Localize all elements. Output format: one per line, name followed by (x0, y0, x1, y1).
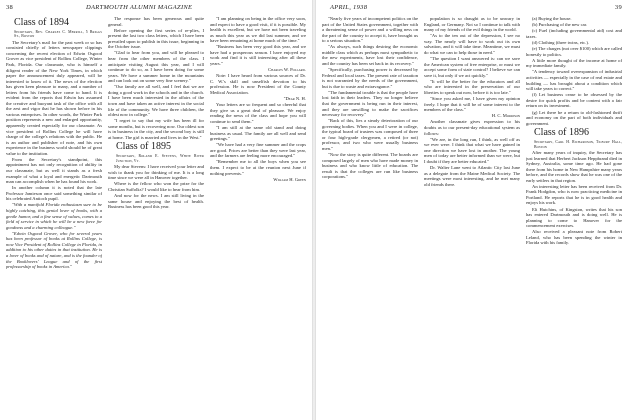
signature: Charles W. Pollard. (268, 67, 306, 73)
paragraph: Where is the fellow who won the prize for the Christian Suffolks? I would like to hear from him. (108, 181, 204, 192)
paragraph: After many years of inquiry, the Secretary has just learned that Herbert Jackson Heppbrand died in Sydney, Australia, some time ago. He had gone there from his home in New Hampshire many years before, and the records show that he was one of the early settlers in that region. (526, 149, 622, 183)
paragraph: "It will be the better for the educators and all who are interested in the preservation of our liberties to speak out now, before it is too late." (424, 78, 520, 95)
right-col-1 (322, 16, 418, 416)
paragraph: An interesting letter has been received from Dr. Frank Hodgdon, who is now practicing medicine in Portland. He reports that he is in good health and enjoys his work. (526, 183, 622, 206)
right-col-3 (526, 16, 622, 416)
left-col-1 (6, 16, 102, 416)
paragraph: The Secretary's mail for the past week or so has consisted chiefly of letters newspaper clippings concerning the recent election of Edwin Osgood Grover as vice president of Rollins College, Winter Park, Florida. Our classmate, who is himself a diligent reader of the New York Times, in which paper the announcement duly appeared, will be interested to know of it. The news of the election has given keen pleasure to many, and a number of letters from his friends have come to hand. It is evident from the reports that Edwin has assumed the creative and buoyant task of the office with all the zest and vigor that he has shown before in his various enterprises. In other words, the Winter Park position represents a new and enlarged opportunity, apparently created especially for our classmate. As vice president of Rollins College he will have charge of the college's relations with the public. He is an author and publisher of note, and his own experience in the business world should be of great value to the institution. (6, 39, 102, 156)
paragraph: Dr. Walter Lane went to Atlantic City last June as a delegate from the Maine Medical Society. The meetings were most interesting, and he met many old friends there. (424, 164, 520, 187)
paragraph: "Remember me to all the boys when you see them. I expect to be at the reunion next June if nothing prevents." (210, 159, 306, 176)
signature: William H. Green (273, 176, 306, 182)
paragraph: "As always, such things desiring the economic middle class which as perhaps most sympathetic to the new experiments, have lost their confidence, and the country has been set back in its recovery." (322, 44, 418, 66)
paragraph: "A tendency toward overexpansion of industrial activities — especially in the case of real estate and building — has brought about a condition which will take years to correct." (526, 69, 622, 92)
paragraph: "Specifically, purchasing power is decreased by Federal and local taxes. The present rate of taxation is not warranted by the needs of the government, but is due to waste and extravagance." (322, 67, 418, 89)
paragraph: Before opening the first series of re-plies, I present the last two class letters, which I have been prevailed upon to publish in this issue, beginning in the October issue. (108, 27, 204, 50)
paragraph: Note: I have heard from various sources of Dr. C. W.'s skill and unselfish devotion to his profession. He is now President of the County Medical Association. (210, 73, 306, 95)
paragraph: "Our family are all well, and I feel that we are doing a good work in the schools and in the church. I have been much interested in the affairs of the town and have taken an active interest in the social life of the community. We have three children, the oldest now in college." (108, 84, 204, 118)
paragraph: A little more thought of the income at home of my immediate family. (526, 57, 622, 69)
class-1896-heading: Class of 1896 (534, 127, 589, 139)
quoted-paragraph: "Edwin Osgood Grover, who for several years has been professor of books at Rollins College, is now Vice President of Rollins College in Florida, in addition to his other duties in that institution. He is a lover of books and of nature, and is the founder of the Booklovers' League and of the first professorship of books in America." (6, 230, 102, 270)
left-col-3 (210, 16, 306, 416)
left-running-title: DARTMOUTH ALUMNI MAGAZINE (86, 4, 193, 11)
paragraph: "Back of this, lies a steady deterioration of our governing bodies. When you and I were in college, the typical board of trustees was composed of three or four high-grade clergymen, a retired (or not) professor, and two who were usually business men." (322, 118, 418, 151)
paragraph: "I am planning on being in the office very soon, and expect to have a good visit, if it is possible. My health is excellent, but we have not been traveling as much this year as we did last summer, and we have been remaining at home much of the time." (210, 16, 306, 44)
paragraph: "We are, in the long run, I think, as well off as we ever were. I think that what we have gained in one direction we have lost in another. The young men of today are better informed than we were, but I doubt if they are better educated." (424, 136, 520, 164)
right-columns (322, 16, 622, 416)
paragraph: "The fundamental trouble is that the people have lost faith in their leaders. They no longer believe that the government is being run in their interest, and they are unwilling to make the sacrifices necessary for recovery." (322, 89, 418, 118)
paragraph: My dear Stevens: I have received your letter and wish to thank you for thinking of me. It is a long time since we were all in Hanover together. (108, 164, 204, 181)
paragraph: From the Secretary's standpoint, this appointment has not only recognition of ability in our classmate, but as well it stands as a fresh example of what a loyal and energetic Dartmouth man can accomplish when he has found his work. (6, 156, 102, 185)
class-1894-secretary: Secretary, Rev. Charles C. Merrill, 5 Briggs St., Boston (14, 30, 102, 39)
right-page-header (322, 4, 622, 14)
list-item: (f) Let business cease to be obsessed by the desire for quick profits and be content with a fair return on its investment. (526, 92, 622, 109)
quoted-paragraph: "With a manifold Florida enthusiasm sure to be highly catching, this genial lover of books, with a gentle humor, and a fine sense of values, comes to a field of service in which he will be a new force for goodness and a charming colleague." (6, 202, 102, 230)
paragraph: "Nearly five years of incompetent politics on the part of the United States government, together with a threatening sense of power and a willing ness on the part of the country to accept it, have brought us to a serious situation." (322, 16, 418, 44)
right-running-title: APRIL, 1938 (330, 4, 368, 11)
list-item: (a) Buying the house. (532, 16, 572, 21)
list-item: (c) Fuel (including governmental aid) cost and taxes. (526, 28, 622, 39)
class-1894-heading: Class of 1894 (14, 17, 69, 28)
class-1895-secretary: Secretary, Roland E. Stevens, White River Junction, Vt. (116, 154, 204, 163)
paragraph: In another column it is noted that the late Professor Jamieson once said something similar of his celebrated Antioch pupil. (6, 185, 102, 202)
list-item: (g) Let there be a return to old-fashioned thrift and economy on the part of both individuals and government. (526, 109, 622, 126)
signature: H. C. Morrison (491, 113, 520, 119)
paragraph: "Since you asked me, I have given my opinion freely. I hope that it will be of some interest to the members of the class." (424, 96, 520, 113)
paragraph: "As to the ten out of the depression, I see no way. The nearly will have to work out its own salvation, and it will take time. Meantime, we must do what we can to help those in need." (424, 33, 520, 55)
paragraph: Eli Hutchins, of Kingston, writes that his son has entered Dartmouth and is doing well. He is planning to come to Hanover for the commencement exercises. (526, 206, 622, 229)
left-page (0, 0, 312, 420)
paragraph: "Glad to hear from you, and will be pleased to hear from the other members of the class. I anticipate visiting August this year, and I will continue to do so, as I have been doing for some years. We have a summer home in the mountains and can look out on some very fine scenery." (108, 50, 204, 84)
paragraph: "I regret to say that my wife has been ill for some months, but is recovering now. Our oldest son is in business in the city, and the second boy is still at home. The girl is married and lives in the West." (108, 118, 204, 140)
list-item: (e) The charges (not over $100) which are called honestly to politics. (526, 46, 622, 57)
paragraph: "The question I want answered is: can we save the American system of free enterprise, or must we accept some form of state control? I believe we can save it, but only if we act quickly." (424, 56, 520, 78)
class-1896-secretary: Secretary, Carl H. Richardson, Tilbury Hall, Boston (534, 140, 622, 149)
right-col-2 (424, 16, 520, 416)
paragraph: population is so draught as to be unwary in England, or Germany. Not so I continue to talk with many of my friends of the evil things in the world. (424, 16, 520, 33)
paragraph: "I am still at the same old stand and doing business as usual. The family are all well and send greetings." (210, 124, 306, 142)
paragraph: Another classmate gives expression to his doubts as to our present-day educational system as follows: (424, 119, 520, 136)
paragraph: "We have had a very fine summer and the crops are good. Prices are better than they were last year, and the farmers are feeling more encouraged." (210, 142, 306, 159)
paragraph: "Now the story is quite different. The boards are composed largely of men who have made money in business and who know little of education. The result is that the colleges are run like business corporations." (322, 152, 418, 180)
left-col-2 (108, 16, 204, 416)
letter-salutation: "Dear N. H. (283, 96, 306, 102)
left-page-number: 38 (6, 4, 14, 11)
class-1895-heading: Class of 1895 (116, 141, 171, 153)
paragraph: Also received a pleasant note from Robert Leland, who has been spending the winter in Florida with his family. (526, 229, 622, 246)
right-page (316, 0, 628, 420)
right-page-number: 39 (614, 4, 622, 11)
paragraph: And now for the news. I am still living in the same house and enjoying the best of health. Business has been good this year. (108, 193, 204, 210)
paragraph: Your letters are so frequent and so cheerful that they give us a great deal of pleasure. We enjoy reading the news of the class and hope you will continue to send them." (210, 102, 306, 124)
list-item: (b) Purchasing of the new car. (532, 22, 588, 28)
left-columns (6, 16, 306, 416)
paragraph: The response has been generous and quite general. (108, 16, 204, 27)
left-page-header (6, 4, 306, 14)
paragraph: "Business has been very good this year, and we have had a prosperous season. I have enjoyed my work and find it is still interesting after all these years." (210, 44, 306, 66)
list-item: (d) Clothing (three twins, etc.). (532, 39, 590, 45)
